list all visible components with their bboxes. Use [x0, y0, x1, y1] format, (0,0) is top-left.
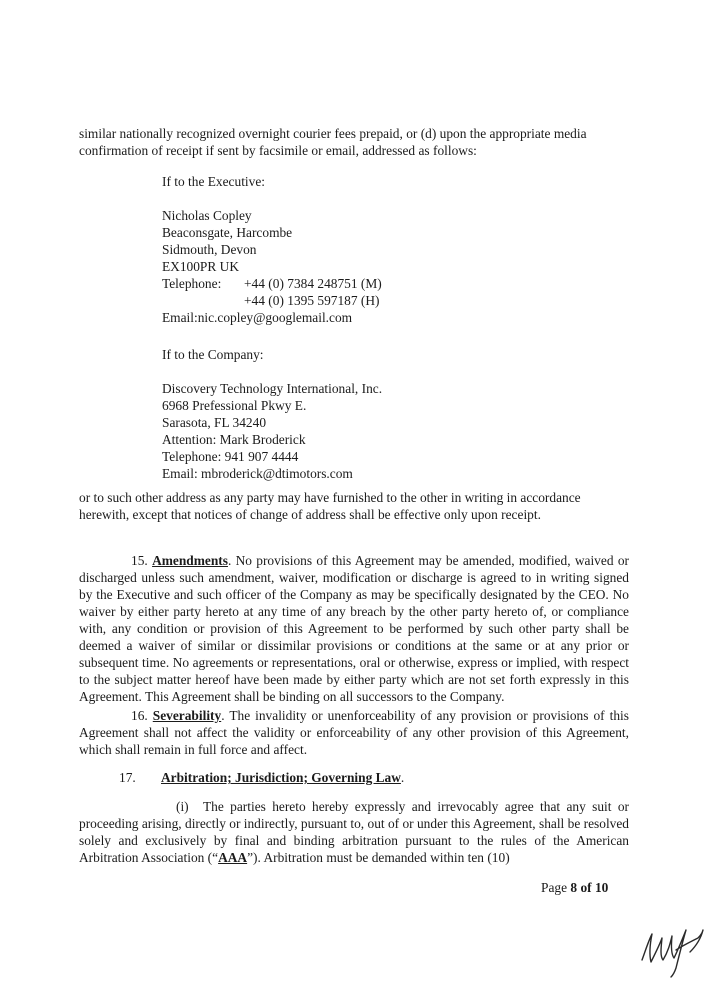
company-telephone: Telephone: 941 907 4444 — [162, 449, 299, 464]
section-15-number: 15. — [131, 553, 148, 568]
initials-signature-icon — [636, 916, 706, 978]
executive-telephone-row — [162, 275, 482, 292]
intro-paragraph: similar nationally recognized overnight courier fees prepaid, or (d) upon the appropriate media confirmation of receipt if sent by facsimile or email, addressed as follows: — [79, 126, 587, 158]
executive-address-block — [162, 173, 482, 326]
company-address-line-2: Sarasota, FL 34240 — [162, 415, 267, 430]
section-16-severability — [79, 707, 629, 758]
section-16-heading: Severability — [152, 708, 222, 723]
executive-telephone-home-row — [162, 292, 482, 309]
executive-address-line-2: Sidmouth, Devon — [162, 242, 257, 257]
subsection-i-body-end: ”). Arbitration must be demanded within ten (10) — [247, 850, 510, 865]
section-15-body: . No provisions of this Agreement may be amended, modified, waived or discharged unless such amendment, waiver, modification or discharge is agreed to in writing signed by the Executive and such officer of the Company as may be specifically designated by the CEO. No waiver by either party hereto at any time of any breach by the other party hereto of, or compliance with, any condition or provision of this Agreement to be performed by such other party shall be deemed a waiver of similar or dissimilar provisions or conditions at the same or at any prior or subsequent time. No agreements or representations, oral or otherwise, express or implied, with respect to the subject matter hereof have been made by either party which are not set forth expressly in this Agreement. This Agreement shall be binding on all successors to the Company. — [79, 553, 629, 704]
executive-email: Email:nic.copley@googlemail.com — [162, 310, 353, 325]
section-17-heading-end: . — [400, 770, 405, 785]
page-current: 8 — [570, 880, 578, 895]
executive-address-line-1: Beaconsgate, Harcombe — [162, 225, 293, 240]
subsection-i-body-start: The parties hereto hereby expressly and irrevocably agree that any suit or proceeding arising, directly or indirectly, pursuant to, out of or under this Agreement, shall be resolved solely and exclusively by final and binding arbitration pursuant to the rules of the American Arbitration Association (“ — [79, 799, 629, 865]
section-17-arbitration — [119, 769, 669, 786]
page-number — [541, 879, 608, 896]
executive-name: Nicholas Copley — [162, 208, 252, 223]
section-16-number: 16. — [131, 708, 148, 723]
subsection-i-paragraph — [79, 798, 629, 866]
section-15-amendments — [79, 552, 629, 705]
subsection-i-aaa: AAA — [218, 850, 248, 865]
section-17-heading: Arbitration; Jurisdiction; Governing Law — [161, 770, 401, 785]
page-total: 10 — [594, 880, 609, 895]
section-15-heading: Amendments — [152, 553, 228, 568]
company-address-block — [162, 346, 482, 482]
page-word: Page — [541, 880, 568, 895]
company-email: Email: mbroderick@dtimotors.com — [162, 466, 353, 481]
company-address-line-1: 6968 Prefessional Pkwy E. — [162, 398, 307, 413]
section-17-number: 17. — [119, 770, 136, 785]
section-16-body: . The invalidity or unenforceability of any provision or provisions of this Agreement shall not affect the validity or enforceability of any other provision of this Agreement, which shall remain in full force and affect. — [79, 708, 629, 757]
executive-header: If to the Executive: — [162, 174, 265, 189]
executive-telephone-mobile: +44 (0) 7384 248751 (M) — [244, 276, 382, 291]
executive-postcode: EX100PR UK — [162, 259, 240, 274]
executive-telephone-label: Telephone: — [162, 276, 222, 291]
company-name: Discovery Technology International, Inc. — [162, 381, 383, 396]
subsection-i-label: (i) — [176, 799, 189, 814]
company-attention: Attention: Mark Broderick — [162, 432, 306, 447]
executive-telephone-home: +44 (0) 1395 597187 (H) — [244, 293, 380, 308]
other-address-paragraph: or to such other address as any party may have furnished to the other in writing in accordance herewith, except that notices of change of address shall be effective only upon receipt. — [79, 490, 581, 522]
page-of-word: of — [580, 880, 592, 895]
company-header: If to the Company: — [162, 347, 264, 362]
